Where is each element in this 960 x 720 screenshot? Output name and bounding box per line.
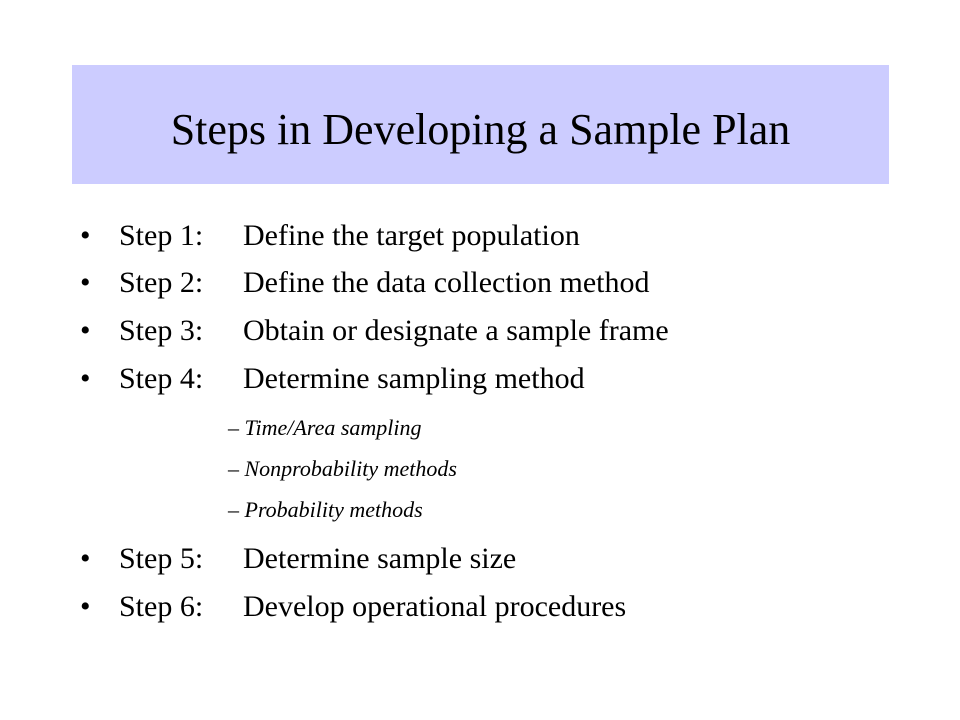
step-text: Define the target population [243,219,580,252]
step-label: Step 4: [119,362,204,395]
step-text: Develop operational procedures [243,590,627,623]
bullet-icon: • [80,314,91,347]
step-label: Step 2: [119,266,204,299]
step-text: Determine sample size [243,542,517,575]
substep-probability: – Probability methods [228,497,423,522]
bullet-icon: • [80,362,91,395]
bullet-icon: • [80,219,91,252]
bullet-icon: • [80,590,91,623]
step-label: Step 1: [119,219,204,252]
title-banner [72,65,889,184]
step-label: Step 3: [119,314,204,347]
substep-time-area: – Time/Area sampling [228,415,422,440]
step-text: Determine sampling method [243,362,585,395]
bullet-icon: • [80,542,91,575]
step-text: Obtain or designate a sample frame [243,314,669,347]
step-label: Step 6: [119,590,204,623]
substep-nonprobability: – Nonprobability methods [228,456,457,481]
step-text: Define the data collection method [243,266,650,299]
step-label: Step 5: [119,542,204,575]
slide-title: Steps in Developing a Sample Plan [170,104,791,154]
bullet-icon: • [80,266,91,299]
